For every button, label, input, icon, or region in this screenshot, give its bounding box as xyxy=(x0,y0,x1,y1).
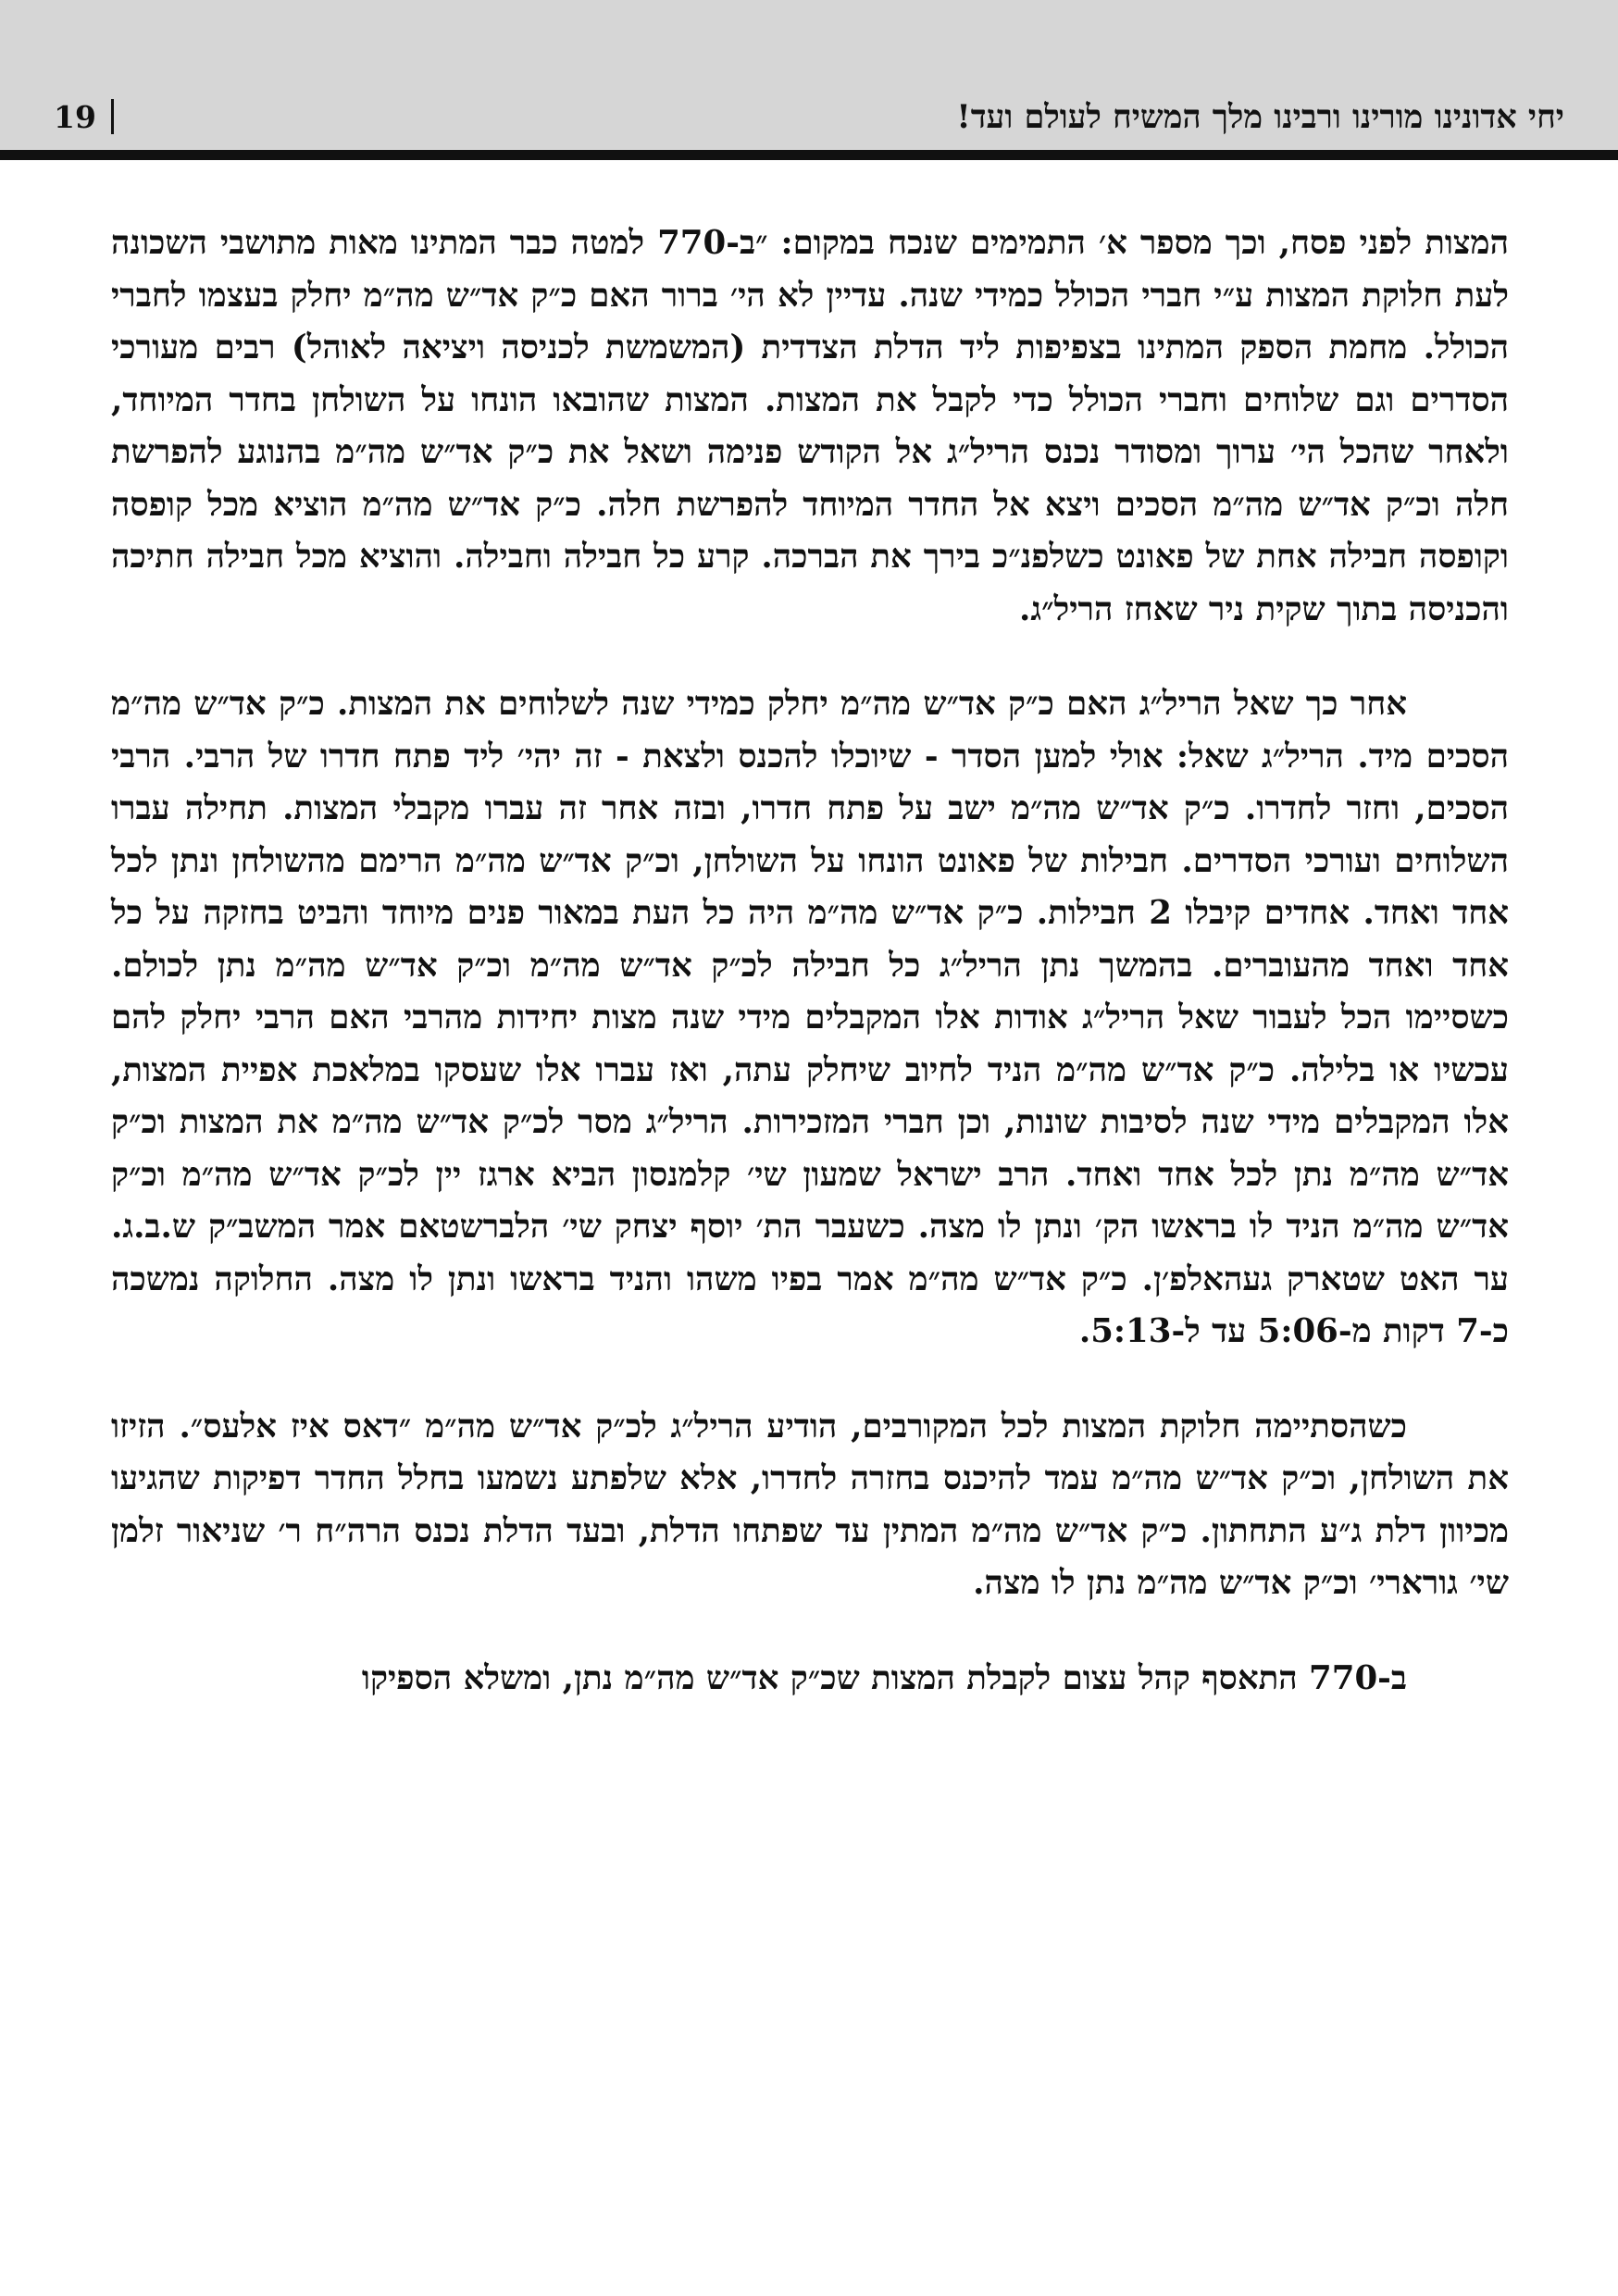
paragraph: ב-770 התאסף קהל עצום לקבלת המצות שכ״ק אד״ש מה״מ נתן, ומשלא הספיקו xyxy=(361,1658,1407,1697)
running-title: יחי אדונינו מורינו ורבינו מלך המשיח לעולם ועד! xyxy=(956,97,1564,136)
paragraph: כשהסתיימה חלוקת המצות לכל המקורבים, הודיע הריל״ג לכ״ק אד״ש מה״מ ״דאס איז אלעס״. הזיזו את השולחן, וכ״ק אד״ש מה״מ עמד להיכנס בחזרה לחדרו, אלא שלפתע נשמעו בחלל החדר דפיקות שהגיעו מכיוון דלת ג״ע התחתון. כ״ק אד״ש מה״מ המתין עד שפתחו הדלת, ובעד הדלת נכנס הרה״ח ר׳ שניאור זלמן שי׳ גורארי׳ וכ״ק אד״ש מה״מ נתן לו מצה. xyxy=(111,1407,1509,1602)
header-rule xyxy=(0,150,1618,160)
page-number-group xyxy=(54,99,114,134)
header-row xyxy=(54,89,1564,144)
paragraph: אחר כך שאל הריל״ג האם כ״ק אד״ש מה״מ יחלק כמידי שנה לשלוחים את המצות. כ״ק אד״ש מה״מ הסכים מיד. הריל״ג שאל: אולי למען הסדר - שיוכלו להכנס ולצאת - זה יהי׳ ליד פתח חדרו של הרבי. הרבי הסכים, וחזר לחדרו. כ״ק אד״ש מה״מ ישב על פתח חדרו, ובזה אחר זה עברו מקבלי המצות. תחילה עברו השלוחים ועורכי הסדרים. חבילות של פאונט הונחו על השולחן, וכ״ק אד״ש מה״מ הרימם מהשולחן ונתן לכל אחד ואחד. אחדים קיבלו 2 חבילות. כ״ק אד״ש מה״מ היה כל העת במאור פנים מיוחד והביט בחזקה על כל אחד ואחד מהעוברים. בהמשך נתן הריל״ג כל חבילה לכ״ק אד״ש מה״מ וכ״ק אד״ש מה״מ נתן לכולם. כשסיימו הכל לעבור שאל הריל״ג אודות אלו המקבלים מידי שנה מצות יחידות מהרבי האם הרבי יחלק להם עכשיו או בלילה. כ״ק אד״ש מה״מ הניד לחיוב שיחלק עתה, ואז עברו אלו שעסקו במלאכת אפיית המצות, אלו המקבלים מידי שנה לסיבות שונות, וכן חברי המזכירות. הריל״ג מסר לכ״ק אד״ש מה״מ את המצות וכ״ק אד״ש מה״מ נתן לכל אחד ואחד. הרב ישראל שמעון שי׳ קלמנסון הביא ארגז יין לכ״ק אד״ש מה״מ וכ״ק אד״ש מה״מ הניד לו בראשו הק׳ ונתן לו מצה. כשעבר הת׳ יוסף יצחק שי׳ הלברשטאם אמר המשב״ק ש.ב.ג. ער האט שטארק געהאלפ׳ן. כ״ק אד״ש מה״מ אמר בפיו משהו והניד בראשו ונתן לו מצה. החלוקה נמשכה כ-7 דקות מ-5:06 עד ל-5:13. xyxy=(111,685,1509,1350)
page-number: 19 xyxy=(54,98,96,135)
body-text xyxy=(111,217,1509,1747)
paragraph: המצות לפני פסח, וכך מספר א׳ התמימים שנכח במקום: ״ב-770 למטה כבר המתינו מאות מתושבי השכונה לעת חלוקת המצות ע״י חברי הכולל כמידי שנה. עדיין לא הי׳ ברור האם כ״ק אד״ש מה״מ יחלק בעצמו לחברי הכולל. מחמת הספק המתינו בצפיפות ליד הדלת הצדדית (המשמשת לכניסה ויציאה לאוהל) רבים מעורכי הסדרים וגם שלוחים וחברי הכולל כדי לקבל את המצות. המצות שהובאו הונחו על השולחן בחדר המיוחד, ולאחר שהכל הי׳ ערוך ומסודר נכנס הריל״ג אל הקודש פנימה ושאל את כ״ק אד״ש מה״מ בהנוגע להפרשת חלה וכ״ק אד״ש מה״מ הסכים ויצא אל החדר המיוחד להפרשת חלה. כ״ק אד״ש מה״מ הוציא מכל קופסה וקופסה חבילה אחת של פאונט כשלפנ״כ בירך את הברכה. קרע כל חבילה וחבילה. והוציא מכל חבילה חתיכה והכניסה בתוך שקית ניר שאחז הריל״ג. xyxy=(111,224,1509,628)
page-number-separator xyxy=(111,99,114,134)
